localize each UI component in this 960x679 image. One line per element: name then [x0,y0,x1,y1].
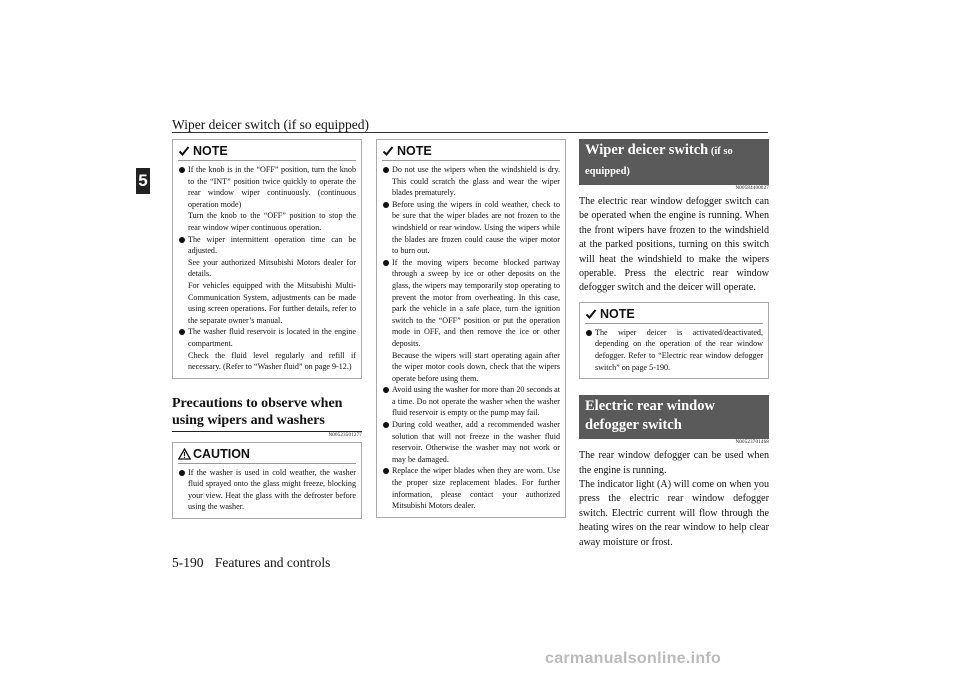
note-box-1 [172,139,362,379]
wiper-deicer-body: The electric rear window defogger switch can be operated when the engine is running. When the front wipers have frozen to the windshield at the parked positions, turning on this switch will heat the windshield to make the wipers operable. Press the electric rear window defogger switch and the deicer will operate. [579,196,769,294]
page-footer [172,555,330,571]
wiper-deicer-heading [579,139,769,185]
bullet-text: If the knob is in the “OFF” position, turn the knob to the “INT” position twice quickly to operate the rear window wiper continuously. (continuous operation mode) [188,165,356,209]
defogger-heading: Electric rear window defogger switch [579,395,769,439]
note-label: NOTE [193,144,228,158]
bullet-text: If the moving wipers become blocked partway through a sweep by ice or other deposits on the glass, the wipers may temporarily stop operating to prevent the motor from overheating. In this case, park the vehicle in a safe place, turn the ignition switch to the “OFF” position or put the operation mode in OFF, and then remove the ice or other deposits. [392,257,560,348]
bullet-text: For vehicles equipped with the Mitsubishi Multi-Communication System, adjustments can be made using screen operations. For further details, refer to the separate owner’s manual. [188,280,356,325]
bullet-text: Replace the wiper blades when they are worn. Use the proper size replacement blades. For further information, please contact your authorized Mitsubishi Motors dealer. [392,466,560,511]
bullet-text: The wiper intermittent operation time can be adjusted. [188,234,356,256]
note-box-2 [376,139,566,518]
page-header-title: Wiper deicer switch (if so equipped) [172,117,370,132]
note-list-3 [585,327,763,373]
caution-label: CAUTION [193,446,250,461]
defogger-body-1: The rear window defogger can be used when the engine is running. [579,450,769,476]
note-list-2 [382,164,560,512]
column-2 [376,139,566,518]
note-check-icon [585,308,597,320]
watermark: carmanualsonline.info [545,650,722,667]
footer-section-name: Features and controls [214,555,331,570]
column-1 [172,139,362,519]
caution-warning-icon [178,448,190,460]
bullet-text: The washer fluid reservoir is located in the engine compartment. [188,327,356,348]
bullet-text: Before using the wipers in cold weather, check to be sure that the wiper blades are not frozen to the windshield or rear window. Using the wipers while the blades are frozen could cause the wiper motor to burn out. [392,199,560,256]
bullet-item [382,257,560,385]
bullet-item [382,199,560,257]
bullet-item [382,465,560,511]
bullet-item [178,164,356,234]
bullet-item [178,467,356,513]
bullet-item [585,327,763,373]
precautions-section-id: N00523501277 [328,432,362,438]
note-box-3 [579,302,769,379]
bullet-text: The wiper deicer is activated/deactivated, depending on the operation of the rear window defogger. Refer to “Electric rear window defogger switch” on page 5-190. [595,327,763,372]
bullet-text: Turn the knob to the “OFF” position to stop the rear window wiper continuous operation. [188,211,356,232]
bullet-item [178,326,356,372]
bullet-text: Because the wipers will start operating again after the wiper motor cools down, check that the wipers operate before using them. [392,350,560,383]
defogger-section-id: N00523701468 [735,440,769,446]
bullet-item [382,164,560,199]
column-3 [579,139,769,550]
header-rule [172,132,768,133]
bullet-text: If the washer is used in cold weather, the washer fluid sprayed onto the glass might freeze, blocking your view. Heat the glass with the defroster before using the washer. [188,467,356,512]
wiper-deicer-section-id: N00584400027 [735,186,769,191]
note-list-1 [178,164,356,373]
caution-list [178,467,356,513]
defogger-body-2: The indicator light (A) will come on when you press the electric rear window defogger switch. Electric current will flow through the heating wires on the rear window to help clear away moisture or frost. [579,479,769,548]
note-check-icon [382,145,394,157]
chapter-tab: 5 [136,168,150,194]
bullet-text: Check the fluid level regularly and refill if necessary. (Refer to “Washer fluid” on page 9-12.) [188,350,356,372]
bullet-text: See your authorized Mitsubishi Motors dealer for details. [188,257,356,279]
precautions-heading: Precautions to observe when using wipers and washers [172,389,362,432]
note-check-icon [178,145,190,157]
bullet-item [178,234,356,327]
note-label: NOTE [397,144,432,158]
page-number: 5-190 [172,555,204,570]
note-label: NOTE [600,306,635,321]
bullet-item [382,419,560,465]
wiper-deicer-heading-qualifier: (if so equipped) [585,146,733,177]
bullet-text: During cold weather, add a recommended washer solution that will not freeze in the washer fluid reservoir. Otherwise the washer may not work or may be damaged. [392,420,560,464]
wiper-deicer-heading-main: Wiper deicer switch [585,142,709,158]
bullet-text: Avoid using the washer for more than 20 seconds at a time. Do not operate the washer when the washer fluid reservoir is empty or the pump may fail. [392,385,560,418]
bullet-item [382,384,560,419]
caution-box [172,442,362,519]
bullet-text: Do not use the wipers when the windshield is dry. This could scratch the glass and wear the wiper blades prematurely. [392,165,560,198]
